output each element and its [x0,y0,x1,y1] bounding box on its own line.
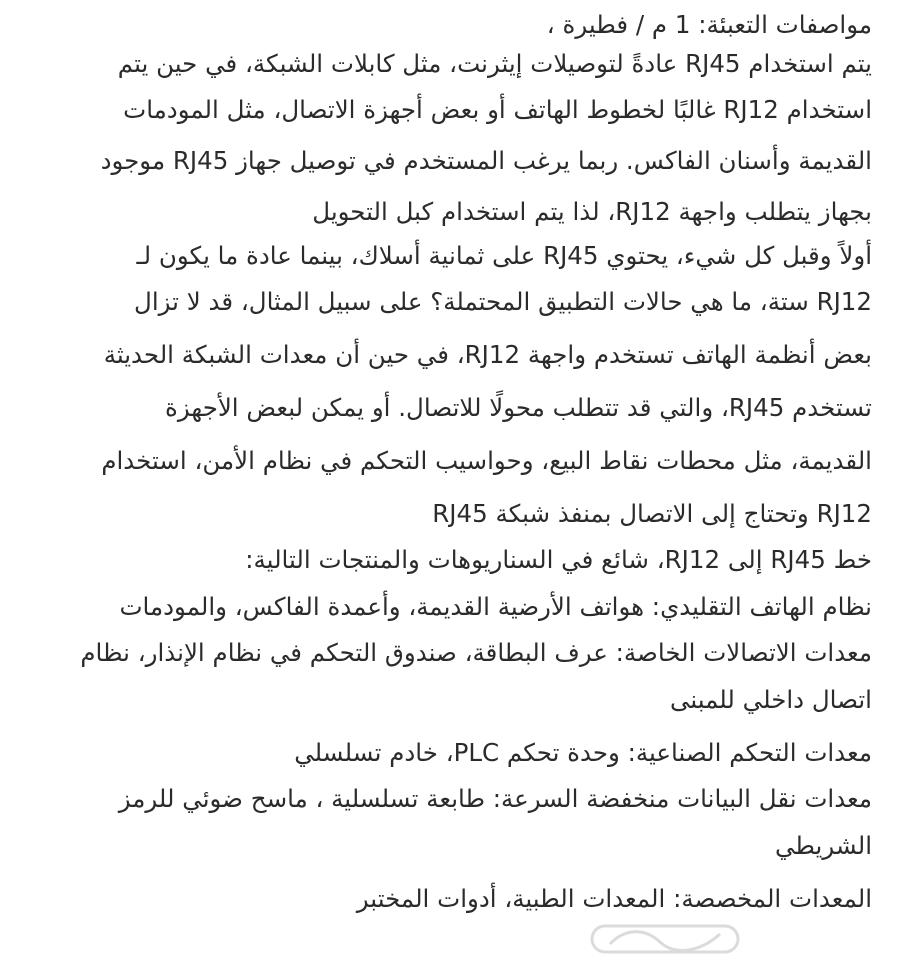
paragraph-usage [22,44,872,237]
text-line: بعض أنظمة الهاتف تستخدم واجهة RJ12، في حين أن معدات الشبكة الحديثة [103,340,872,369]
list-item: معدات الاتصالات الخاصة: عرف البطاقة، صندوق التحكم في نظام الإنذار، نظام [80,638,872,667]
text-line: القديمة، مثل محطات نقاط البيع، وحواسيب التحكم في نظام الأمن، استخدام [101,446,872,475]
text-line: يتم استخدام RJ45 عادةً لتوصيلات إيثرنت، مثل كابلات الشبكة، في حين يتم [117,49,872,78]
text-line: RJ12 وتحتاج إلى الاتصال بمنفذ شبكة RJ45 [432,499,872,528]
text-line: بجهاز يتطلب واجهة RJ12، لذا يتم استخدام كبل التحويل [312,197,872,226]
list-item-continuation: اتصال داخلي للمبنى [669,685,872,714]
list-item: معدات نقل البيانات منخفضة السرعة: طابعة تسلسلية ، ماسح ضوئي للرمز [118,784,872,813]
list-item: معدات التحكم الصناعية: وحدة تحكم PLC، خادم تسلسلي [294,738,872,767]
text-line: القديمة وأسنان الفاكس. ربما يرغب المستخدم في توصيل جهاز RJ45 موجود [100,146,872,175]
text-line: تستخدم RJ45، والتي قد تتطلب محولًا للاتصال. أو يمكن لبعض الأجهزة [165,393,872,422]
text-line: استخدام RJ12 غالبًا لخطوط الهاتف أو بعض أجهزة الاتصال، مثل المودمات [123,95,872,124]
text-line: أولاً وقبل كل شيء، يحتوي RJ45 على ثمانية أسلاك، بينما عادة ما يكون لـ [136,241,872,270]
spec-line: مواصفات التعبئة: 1 م / فطيرة ، [546,10,872,39]
list-item-continuation: الشريطي [775,831,872,860]
watermark-logo [590,918,740,958]
paragraph-differences [22,237,872,540]
text-line: خط RJ45 إلى RJ12، شائع في السناريوهات والمنتجات التالية: [245,545,872,574]
list-item: نظام الهاتف التقليدي: هواتف الأرضية القديمة، وأعمدة الفاكس، والمودمات [119,592,872,621]
paragraph-scenarios [22,540,872,925]
list-item: المعدات المخصصة: المعدات الطبية، أدوات المختبر [356,884,872,913]
text-line: RJ12 ستة، ما هي حالات التطبيق المحتملة؟ على سبيل المثال، قد لا تزال [134,287,872,316]
spec-header [22,6,872,44]
